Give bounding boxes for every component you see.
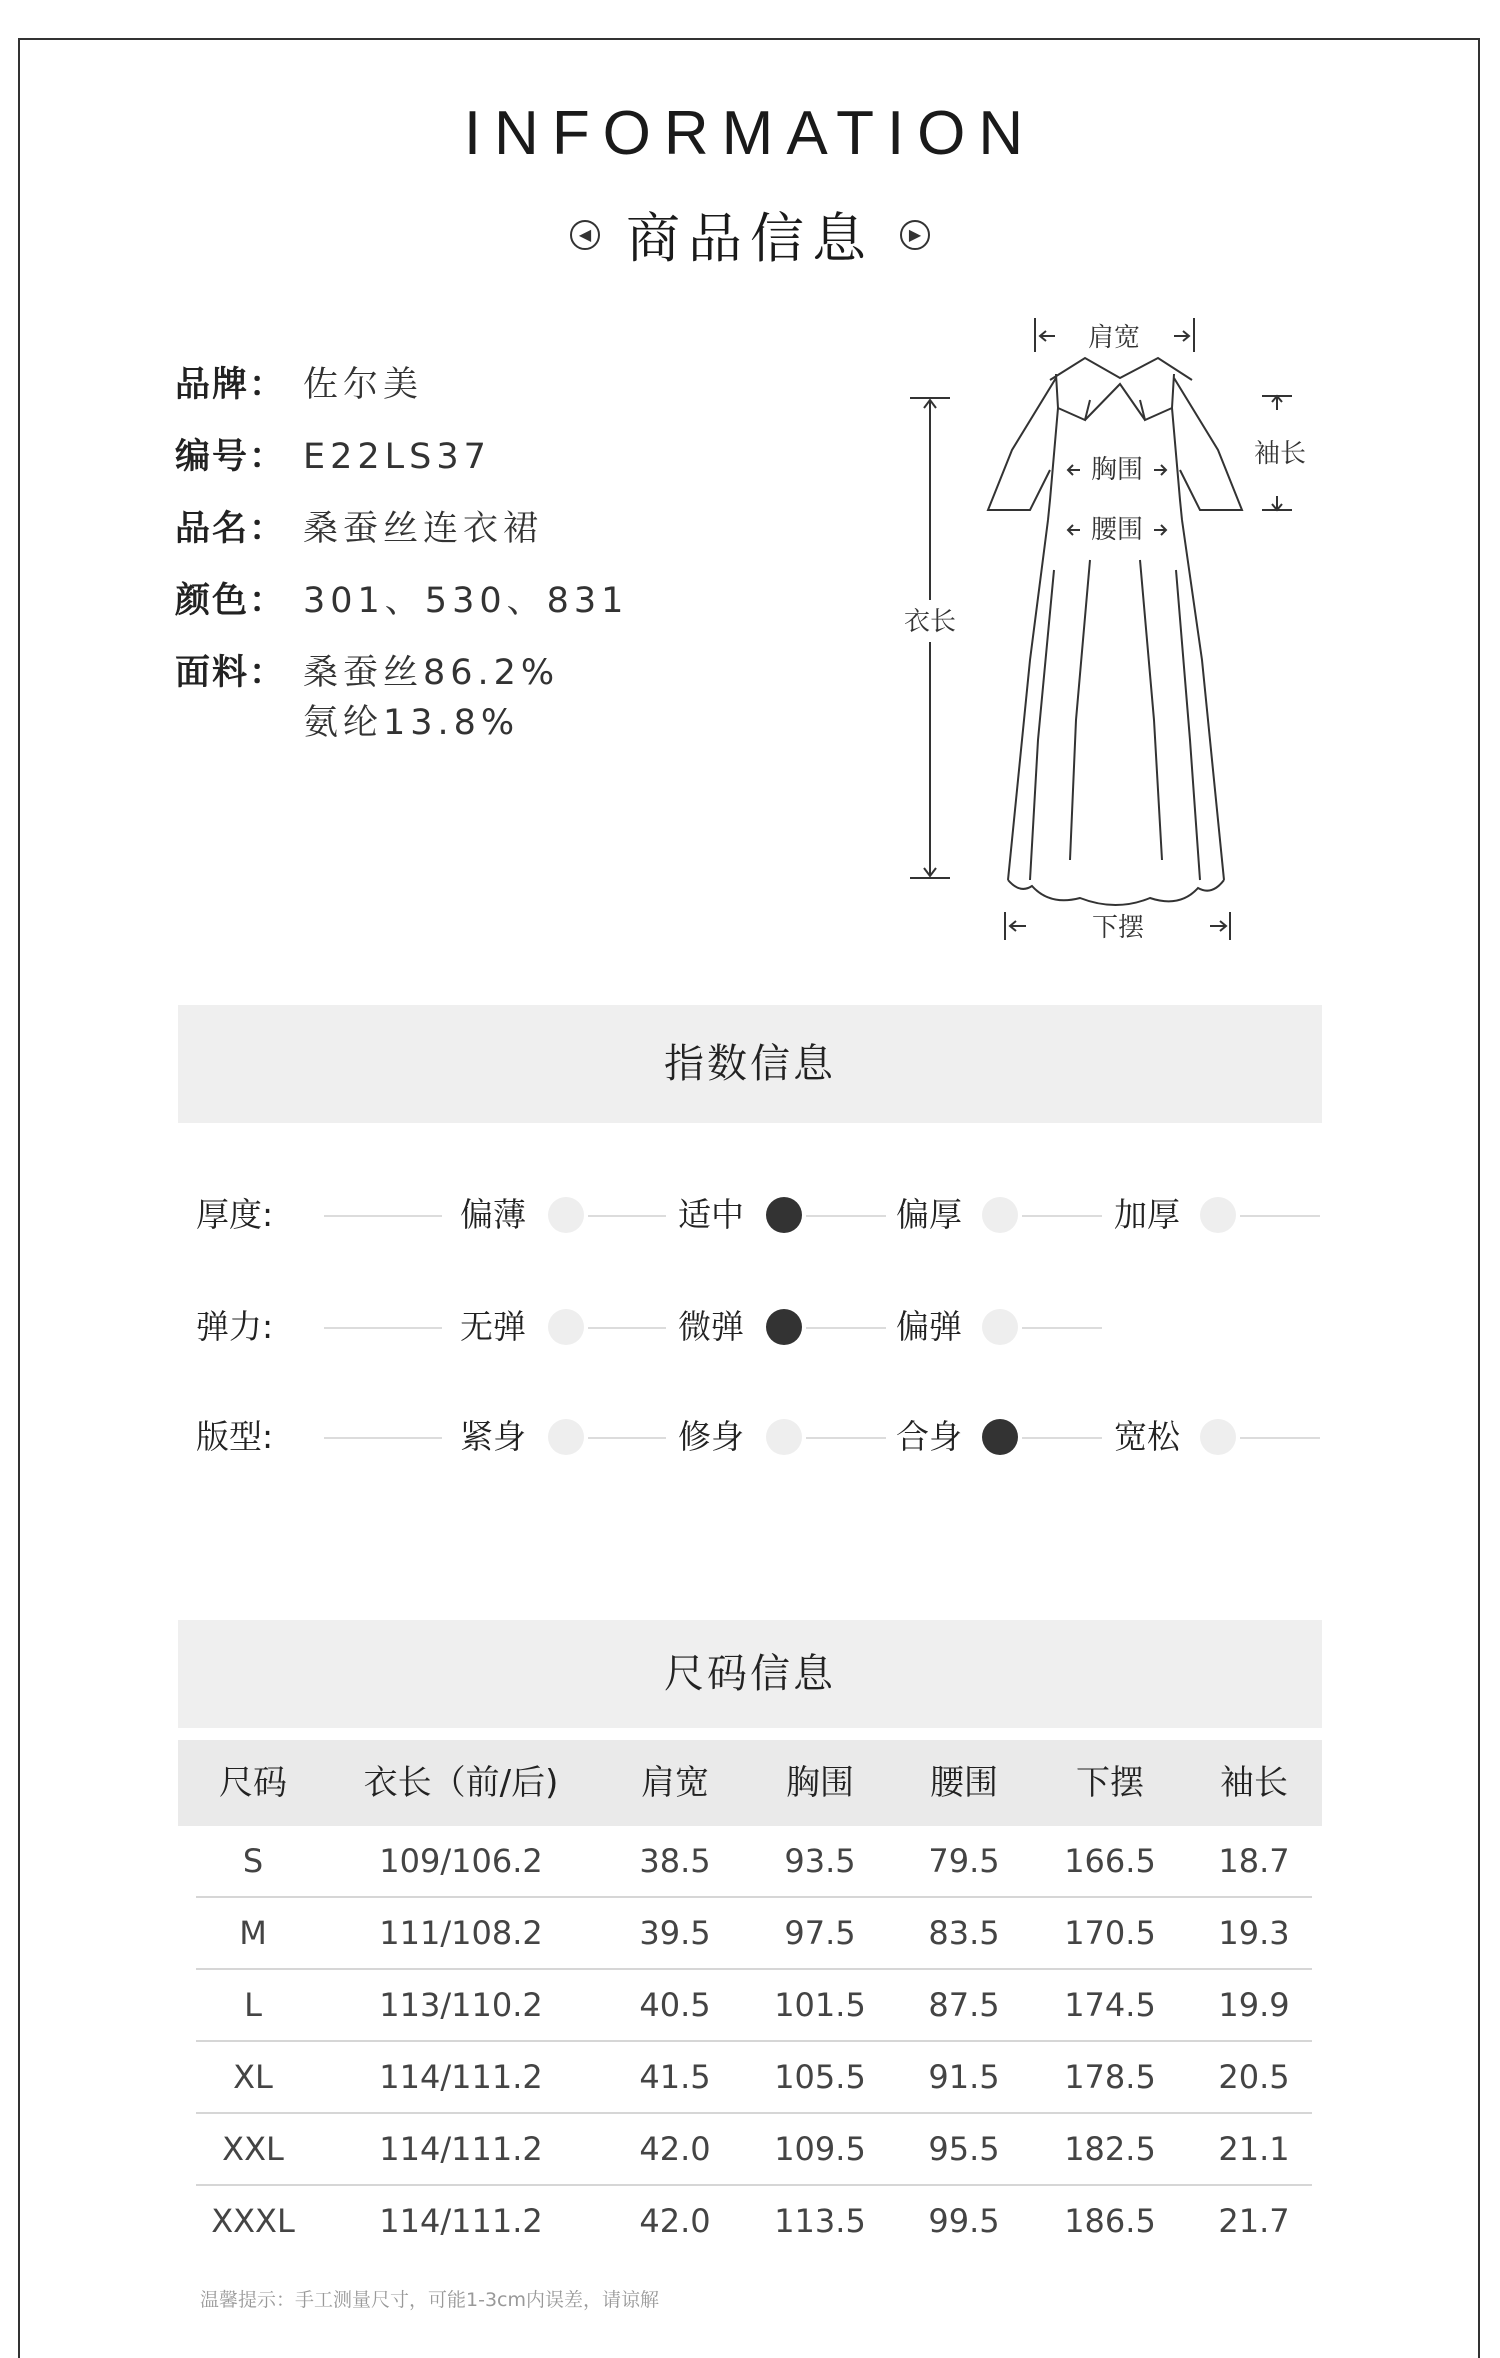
table-row — [196, 2042, 1312, 2114]
cell-hem: 186.5 — [1064, 2202, 1156, 2240]
option-label: 修身 — [678, 1417, 744, 1456]
cell-size: XXL — [222, 2130, 284, 2168]
name-label: 品名： — [175, 509, 287, 549]
cell-waist: 87.5 — [928, 1986, 1000, 2024]
cell-sleeve: 21.7 — [1218, 2202, 1290, 2240]
divider-line — [324, 1215, 442, 1217]
size-table-header — [196, 1740, 1312, 1826]
header-sleeve: 袖长 — [1220, 1763, 1288, 1803]
cell-chest: 101.5 — [774, 1986, 866, 2024]
cell-shoulder: 39.5 — [639, 1914, 711, 1952]
cell-sleeve: 20.5 — [1218, 2058, 1290, 2096]
option-dot — [548, 1309, 584, 1345]
cell-size: XL — [233, 2058, 273, 2096]
cell-size: S — [242, 1842, 264, 1880]
option-dot-selected — [766, 1197, 802, 1233]
divider-line — [324, 1437, 442, 1439]
divider-line — [806, 1437, 886, 1439]
product-info — [175, 360, 628, 770]
fabric-row — [175, 648, 628, 748]
label-chest: 胸围 — [1090, 455, 1144, 485]
cell-sleeve: 19.3 — [1218, 1914, 1290, 1952]
title-english: INFORMATION — [463, 99, 1037, 168]
index-row-thickness — [196, 1190, 1326, 1240]
cell-waist: 95.5 — [928, 2130, 1000, 2168]
fabric-value-2: 氨纶13.8% — [303, 703, 520, 743]
cell-chest: 109.5 — [774, 2130, 866, 2168]
brand-row — [175, 360, 628, 410]
index-label: 弹力: — [196, 1307, 274, 1346]
cell-length: 114/111.2 — [379, 2058, 543, 2096]
index-label: 厚度: — [196, 1195, 274, 1234]
cell-hem: 166.5 — [1064, 1842, 1156, 1880]
divider-line — [588, 1437, 666, 1439]
cell-shoulder: 40.5 — [639, 1986, 711, 2024]
brand-label: 品牌： — [175, 365, 287, 405]
cell-chest: 97.5 — [784, 1914, 856, 1952]
option-label: 加厚 — [1114, 1195, 1180, 1234]
table-row — [196, 2186, 1312, 2256]
size-section-title: 尺码信息 — [664, 1651, 836, 1697]
table-row — [196, 1826, 1312, 1898]
cell-shoulder: 42.0 — [639, 2202, 711, 2240]
cell-sleeve: 21.1 — [1218, 2130, 1290, 2168]
option-label: 宽松 — [1114, 1417, 1180, 1456]
cell-hem: 178.5 — [1064, 2058, 1156, 2096]
fabric-value-1: 桑蚕丝86.2% — [303, 653, 560, 693]
cell-waist: 79.5 — [928, 1842, 1000, 1880]
table-row — [196, 2114, 1312, 2186]
index-section-title: 指数信息 — [664, 1041, 836, 1087]
option-dot-selected — [982, 1419, 1018, 1455]
cell-waist: 91.5 — [928, 2058, 1000, 2096]
cell-length: 111/108.2 — [379, 1914, 543, 1952]
option-label: 紧身 — [460, 1417, 526, 1456]
option-label: 微弹 — [678, 1307, 744, 1346]
option-label: 无弹 — [460, 1307, 526, 1346]
option-dot — [1200, 1419, 1236, 1455]
table-row — [196, 1970, 1312, 2042]
divider-line — [1240, 1437, 1320, 1439]
cell-hem: 182.5 — [1064, 2130, 1156, 2168]
right-arrow-icon: ▶ — [900, 220, 930, 250]
divider-line — [1022, 1327, 1102, 1329]
dress-measurement-diagram — [880, 300, 1307, 960]
cell-chest: 93.5 — [784, 1842, 856, 1880]
cell-size: M — [239, 1914, 267, 1952]
option-dot — [548, 1197, 584, 1233]
option-dot-selected — [766, 1309, 802, 1345]
option-label: 合身 — [896, 1417, 962, 1456]
cell-waist: 99.5 — [928, 2202, 1000, 2240]
code-value: E22LS37 — [303, 437, 491, 477]
divider-line — [588, 1215, 666, 1217]
color-value: 301、530、831 — [303, 581, 629, 621]
code-label: 编号： — [175, 437, 287, 477]
cell-shoulder: 41.5 — [639, 2058, 711, 2096]
cell-chest: 105.5 — [774, 2058, 866, 2096]
label-hem: 下摆 — [1091, 913, 1145, 943]
footer-note: 温馨提示：手工测量尺寸，可能1-3cm内误差，请谅解 — [200, 2289, 659, 2311]
label-length: 衣长 — [903, 607, 957, 637]
code-row — [175, 432, 628, 482]
divider-line — [806, 1215, 886, 1217]
cell-hem: 170.5 — [1064, 1914, 1156, 1952]
index-section-header — [178, 1005, 1322, 1123]
divider-line — [1022, 1215, 1102, 1217]
header-chest: 胸围 — [786, 1763, 854, 1803]
cell-hem: 174.5 — [1064, 1986, 1156, 2024]
cell-length: 114/111.2 — [379, 2202, 543, 2240]
title-chinese: 商品信息 — [626, 207, 874, 270]
fabric-label: 面料： — [175, 653, 287, 693]
option-dot — [1200, 1197, 1236, 1233]
divider-line — [588, 1327, 666, 1329]
option-dot — [548, 1419, 584, 1455]
divider-line — [806, 1327, 886, 1329]
cell-sleeve: 18.7 — [1218, 1842, 1290, 1880]
option-dot — [766, 1419, 802, 1455]
option-dot — [982, 1309, 1018, 1345]
option-label: 偏薄 — [460, 1195, 526, 1234]
title-chinese-row — [0, 196, 1500, 273]
size-section-header — [178, 1620, 1322, 1728]
option-label: 偏厚 — [896, 1195, 962, 1234]
cell-length: 114/111.2 — [379, 2130, 543, 2168]
cell-length: 113/110.2 — [379, 1986, 543, 2024]
cell-size: L — [244, 1986, 262, 2024]
cell-shoulder: 38.5 — [639, 1842, 711, 1880]
color-label: 颜色： — [175, 581, 287, 621]
label-sleeve: 袖长 — [1253, 439, 1307, 469]
table-row — [196, 1898, 1312, 1970]
divider-line — [324, 1327, 442, 1329]
header-length: 衣长（前/后) — [363, 1763, 559, 1803]
cell-size: XXXL — [211, 2202, 295, 2240]
header-size: 尺码 — [219, 1763, 287, 1803]
option-label: 偏弹 — [896, 1307, 962, 1346]
index-row-fit — [196, 1412, 1326, 1462]
label-shoulder: 肩宽 — [1087, 323, 1141, 353]
option-label: 适中 — [678, 1195, 744, 1234]
divider-line — [1022, 1437, 1102, 1439]
header-hem: 下摆 — [1076, 1763, 1144, 1803]
index-row-elasticity — [196, 1302, 1326, 1352]
color-row — [175, 576, 628, 626]
divider-line — [1240, 1215, 1320, 1217]
left-arrow-icon: ◀ — [570, 220, 600, 250]
header-waist: 腰围 — [930, 1763, 998, 1803]
name-row — [175, 504, 628, 554]
index-label: 版型: — [196, 1417, 274, 1456]
cell-shoulder: 42.0 — [639, 2130, 711, 2168]
option-dot — [982, 1197, 1018, 1233]
cell-length: 109/106.2 — [379, 1842, 543, 1880]
brand-value: 佐尔美 — [303, 365, 424, 405]
cell-chest: 113.5 — [774, 2202, 866, 2240]
label-waist: 腰围 — [1090, 515, 1144, 545]
header-shoulder: 肩宽 — [641, 1763, 709, 1803]
cell-waist: 83.5 — [928, 1914, 1000, 1952]
name-value: 桑蚕丝连衣裙 — [303, 509, 544, 549]
cell-sleeve: 19.9 — [1218, 1986, 1290, 2024]
